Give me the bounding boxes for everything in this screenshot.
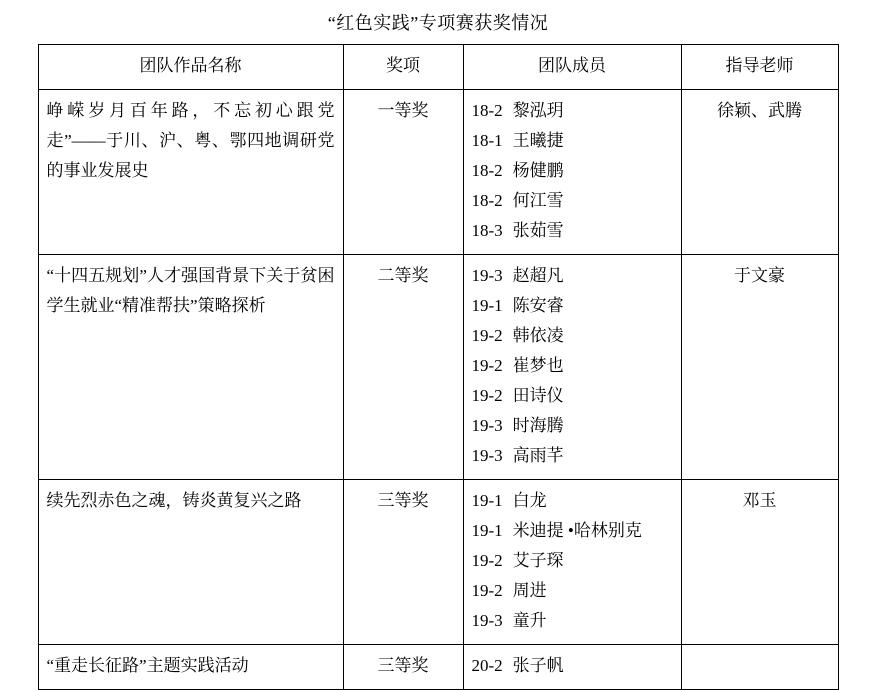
table-header — [38, 45, 838, 90]
work-title: 峥嵘岁月百年路，不忘初心跟党走”——于川、沪、粤、鄂四地调研党的事业发展史 — [46, 101, 335, 180]
list-item — [472, 156, 673, 186]
member-class: 18-1 — [471, 131, 503, 150]
column-header-members: 团队成员 — [463, 45, 681, 90]
list-item — [472, 261, 673, 291]
member-name: 高雨芊 — [512, 446, 564, 465]
list-item — [472, 486, 673, 516]
member-name: 王曦捷 — [512, 131, 564, 150]
member-name: 崔梦也 — [512, 356, 564, 375]
list-item — [472, 291, 673, 321]
member-class: 18-2 — [471, 161, 503, 180]
work-title: “十四五规划”人才强国背景下关于贫困学生就业“精准帮扶”策略探析 — [46, 266, 335, 315]
member-class: 18-2 — [471, 191, 503, 210]
member-name: 白龙 — [512, 491, 547, 510]
member-class: 20-2 — [471, 656, 503, 675]
cell-work — [38, 645, 343, 690]
work-title: 续先烈赤色之魂，铸炎黄复兴之路 — [46, 491, 302, 510]
list-item — [472, 321, 673, 351]
list-item — [472, 546, 673, 576]
cell-teacher: 于文豪 — [681, 255, 838, 480]
list-item — [472, 576, 673, 606]
work-title: “重走长征路”主题实践活动 — [46, 656, 249, 675]
member-name: 艾子琛 — [512, 551, 564, 570]
member-class: 19-2 — [471, 386, 503, 405]
table-row — [38, 645, 838, 690]
cell-work — [38, 90, 343, 255]
column-header-teacher: 指导老师 — [681, 45, 838, 90]
list-item — [472, 381, 673, 411]
cell-teacher — [681, 645, 838, 690]
list-item — [472, 606, 673, 636]
member-class: 19-1 — [471, 491, 503, 510]
member-name: 童升 — [512, 611, 547, 630]
member-class: 19-2 — [471, 551, 503, 570]
member-class: 19-3 — [471, 266, 503, 285]
table-body — [38, 90, 838, 690]
list-item — [472, 411, 673, 441]
member-name: 杨健鹏 — [512, 161, 564, 180]
cell-work — [38, 480, 343, 645]
member-class: 19-1 — [471, 521, 503, 540]
table-header-row — [38, 45, 838, 90]
cell-members — [463, 90, 681, 255]
list-item — [472, 186, 673, 216]
list-item — [472, 441, 673, 471]
member-class: 19-3 — [471, 611, 503, 630]
cell-members — [463, 255, 681, 480]
table-row — [38, 480, 838, 645]
member-class: 18-3 — [471, 221, 503, 240]
member-class: 19-3 — [471, 446, 503, 465]
list-item — [472, 651, 673, 681]
column-header-award: 奖项 — [343, 45, 463, 90]
list-item — [472, 516, 673, 546]
member-name: 米迪提 •哈林别克 — [512, 521, 642, 540]
cell-award: 三等奖 — [343, 480, 463, 645]
table-row — [38, 255, 838, 480]
member-name: 时海腾 — [512, 416, 564, 435]
cell-work — [38, 255, 343, 480]
table-row — [38, 90, 838, 255]
member-name: 陈安睿 — [512, 296, 564, 315]
member-name: 何江雪 — [512, 191, 564, 210]
member-class: 19-1 — [471, 296, 503, 315]
cell-teacher: 邓玉 — [681, 480, 838, 645]
member-class: 19-2 — [471, 356, 503, 375]
cell-award: 三等奖 — [343, 645, 463, 690]
member-name: 韩依凌 — [512, 326, 564, 345]
member-name: 张子帆 — [512, 656, 564, 675]
member-name: 田诗仪 — [512, 386, 564, 405]
member-class: 19-3 — [471, 416, 503, 435]
column-header-work: 团队作品名称 — [38, 45, 343, 90]
cell-award: 二等奖 — [343, 255, 463, 480]
member-name: 黎泓玥 — [512, 101, 564, 120]
page-title: “红色实践”专项赛获奖情况 — [327, 13, 549, 33]
member-class: 19-2 — [471, 581, 503, 600]
list-item — [472, 126, 673, 156]
list-item — [472, 351, 673, 381]
cell-members — [463, 645, 681, 690]
member-name: 张茹雪 — [512, 221, 564, 240]
award-table — [38, 44, 839, 690]
list-item — [472, 96, 673, 126]
member-name: 赵超凡 — [512, 266, 564, 285]
cell-members — [463, 480, 681, 645]
list-item — [472, 216, 673, 246]
member-class: 18-2 — [471, 101, 503, 120]
cell-award: 一等奖 — [343, 90, 463, 255]
member-class: 19-2 — [471, 326, 503, 345]
member-name: 周进 — [512, 581, 547, 600]
cell-teacher: 徐颖、武腾 — [681, 90, 838, 255]
